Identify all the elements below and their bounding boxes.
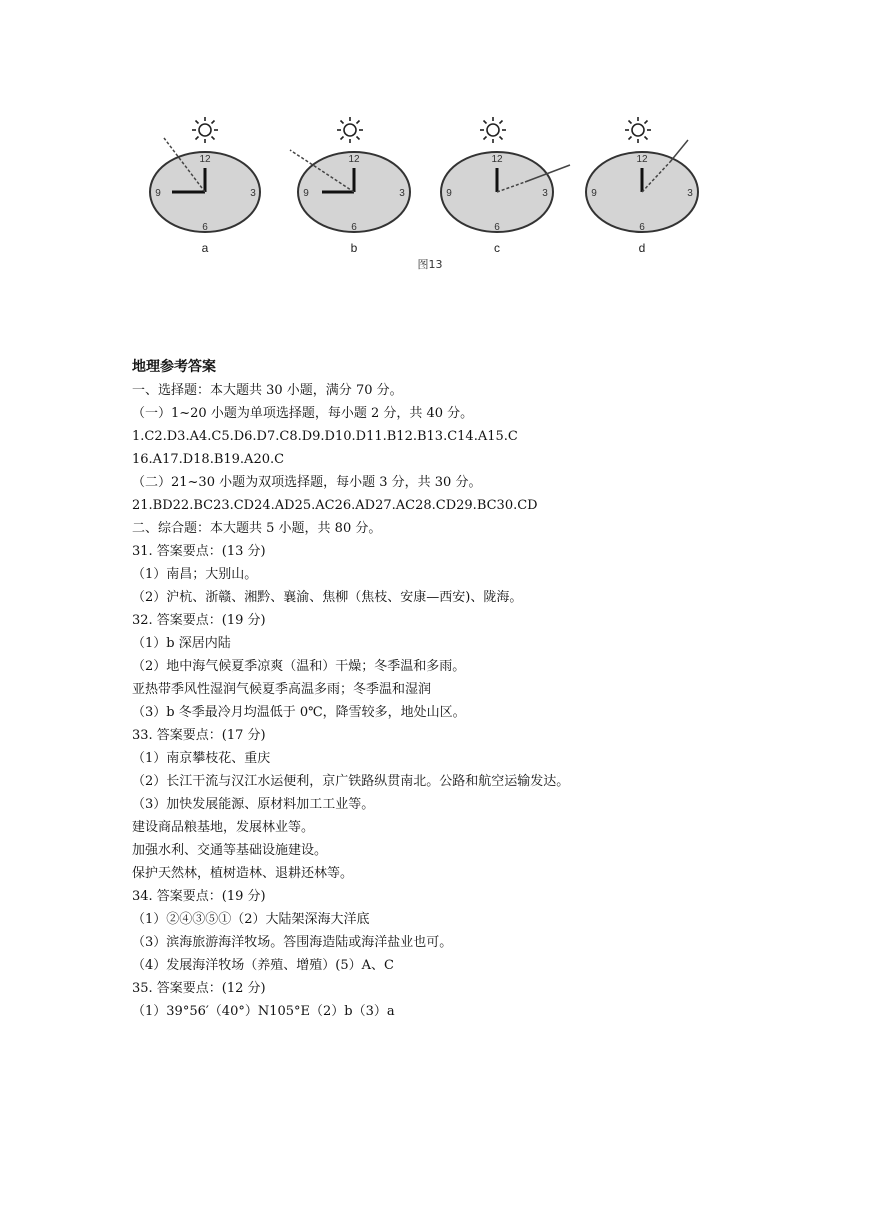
answer-line: （4）发展海洋牧场（养殖、增殖）(5）A、C — [132, 958, 394, 973]
answer-line: （二）21~30 小题为双项选择题，每小题 3 分，共 30 分。 — [132, 475, 482, 490]
clock-figure-svg — [140, 110, 740, 280]
numeral-6: 6 — [351, 222, 357, 233]
sun-icon — [480, 117, 506, 143]
answer-title: 地理参考答案 — [132, 359, 216, 375]
sun-icon — [625, 117, 651, 143]
answer-line: 建设商品粮基地，发展林业等。 — [132, 820, 315, 835]
answer-line: （2）沪杭、浙赣、湘黔、襄渝、焦柳（焦枝、安康—西安)、陇海。 — [132, 590, 523, 605]
numeral-9: 9 — [303, 188, 309, 199]
numeral-12: 12 — [199, 154, 211, 165]
answer-line: （3）滨海旅游海洋牧场。答围海造陆或海洋盐业也可。 — [132, 935, 453, 950]
answer-section — [132, 356, 752, 1023]
answer-line: （1）②④③⑤①（2）大陆架深海大洋底 — [132, 912, 370, 927]
answer-line: 保护天然林，植树造林、退耕还林等。 — [132, 866, 354, 881]
answer-line: 35. 答案要点：(12 分) — [132, 981, 266, 996]
clock-figure — [140, 110, 740, 280]
numeral-12: 12 — [491, 154, 503, 165]
numeral-9: 9 — [446, 188, 452, 199]
answer-line: 一、选择题：本大题共 30 小题，满分 70 分。 — [132, 383, 403, 398]
answer-line: 34. 答案要点：(19 分) — [132, 889, 266, 904]
numeral-9: 9 — [591, 188, 597, 199]
clock-label-c: c — [494, 241, 500, 255]
answer-line: 33. 答案要点：(17 分) — [132, 728, 266, 743]
numeral-6: 6 — [639, 222, 645, 233]
answer-line: 1.C2.D3.A4.C5.D6.D7.C8.D9.D10.D11.B12.B13.C14.A15.C — [132, 429, 518, 444]
answer-line: 亚热带季风性湿润气候夏季高温多雨；冬季温和湿润 — [132, 682, 432, 697]
figure-caption: 图13 — [417, 258, 443, 271]
shadow-line-outer — [670, 140, 688, 162]
numeral-3: 3 — [542, 188, 548, 199]
clock-label-b: b — [350, 241, 358, 255]
numeral-6: 6 — [494, 222, 500, 233]
answer-line: 21.BD22.BC23.CD24.AD25.AC26.AD27.AC28.CD29.BC30.CD — [132, 498, 538, 513]
answer-line: （2）地中海气候夏季凉爽（温和）干燥；冬季温和多雨。 — [132, 659, 466, 674]
answer-line: 二、综合题：本大题共 5 小题，共 80 分。 — [132, 521, 382, 536]
answer-line: 16.A17.D18.B19.A20.C — [132, 452, 285, 467]
answer-line: 32. 答案要点：(19 分) — [132, 613, 266, 628]
answer-line: （1）南京攀枝花、重庆 — [132, 751, 271, 766]
numeral-12: 12 — [348, 154, 360, 165]
answer-line: （2）长江干流与汉江水运便利，京广铁路纵贯南北。公路和航空运输发达。 — [132, 774, 570, 789]
answer-line: （一）1~20 小题为单项选择题，每小题 2 分，共 40 分。 — [132, 406, 474, 421]
sun-icon — [192, 117, 218, 143]
answer-line: 加强水利、交通等基础设施建设。 — [132, 843, 328, 858]
answer-line: （3）b 冬季最冷月均温低于 0℃，降雪较多，地处山区。 — [132, 705, 466, 720]
sun-icon — [337, 117, 363, 143]
answer-line: （1）南昌；大别山。 — [132, 567, 258, 582]
numeral-12: 12 — [636, 154, 648, 165]
clock-label-a: a — [201, 241, 209, 255]
answer-line: （1）b 深居内陆 — [132, 636, 231, 651]
answer-line: （1）39°56′（40°）N105°E（2）b（3）a — [132, 1004, 395, 1019]
numeral-6: 6 — [202, 222, 208, 233]
clock-label-d: d — [638, 241, 646, 255]
numeral-9: 9 — [155, 188, 161, 199]
numeral-3: 3 — [687, 188, 693, 199]
answer-line: （3）加快发展能源、原材料加工工业等。 — [132, 797, 375, 812]
clock-d — [586, 117, 698, 255]
clock-c — [441, 117, 570, 255]
numeral-3: 3 — [399, 188, 405, 199]
numeral-3: 3 — [250, 188, 256, 199]
clock-b — [290, 117, 410, 255]
answer-line: 31. 答案要点：(13 分) — [132, 544, 266, 559]
clock-a — [150, 117, 260, 255]
